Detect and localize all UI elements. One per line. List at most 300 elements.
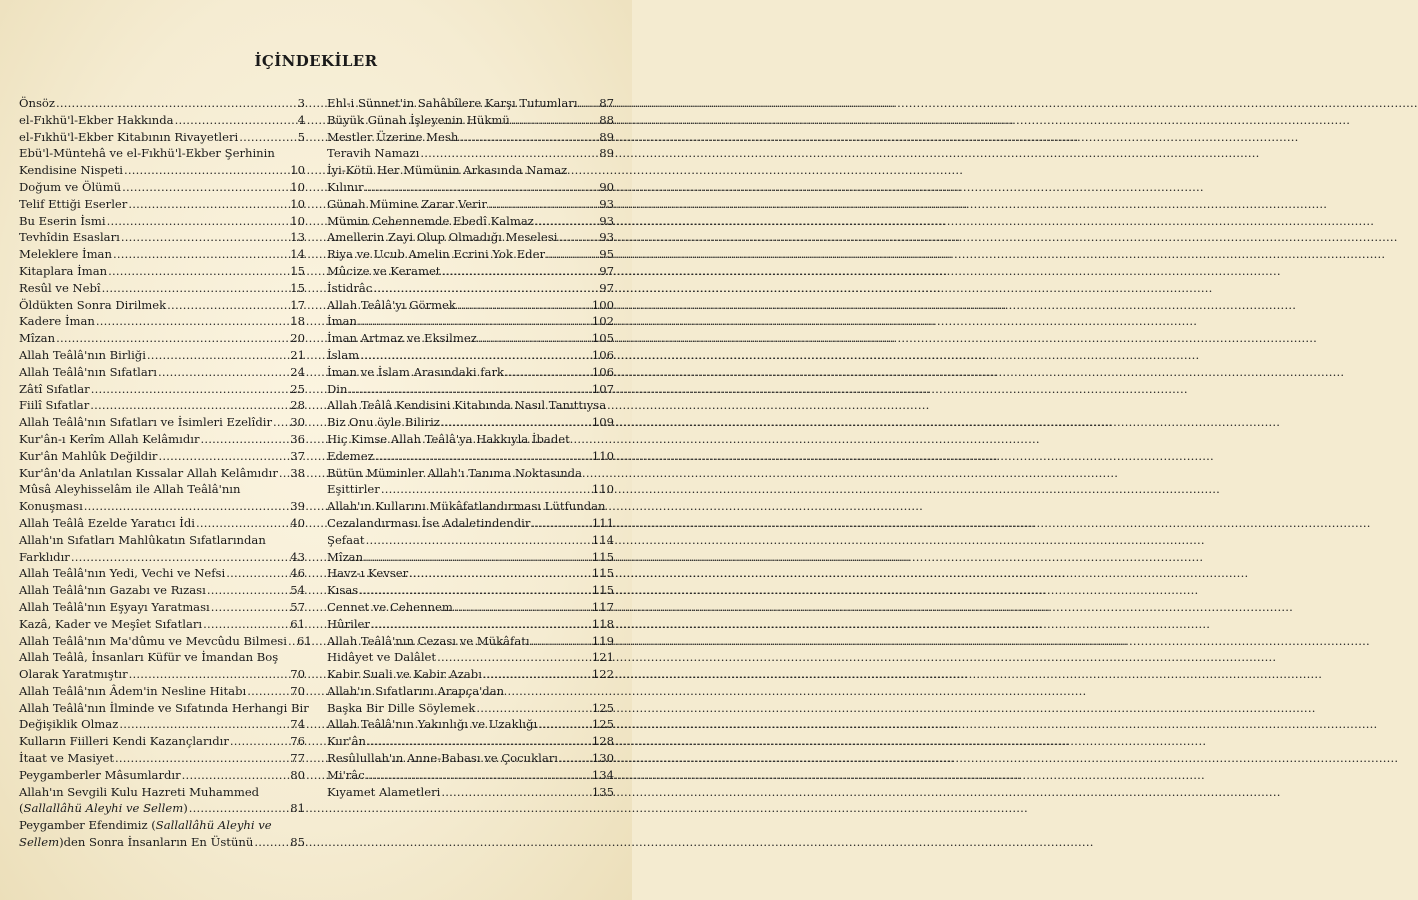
toc-page-number: 105 bbox=[591, 331, 614, 346]
toc-entry-title: Allah Teâlâ'nın Âdem'in Nesline Hitabı bbox=[19, 683, 247, 698]
toc-entry-title: Allah'ın Sevgili Kulu Hazreti Muhammed bbox=[19, 784, 260, 799]
toc-entry-line bbox=[19, 817, 305, 834]
toc-entry[interactable] bbox=[19, 246, 305, 263]
toc-entry[interactable] bbox=[19, 716, 305, 733]
toc-entry[interactable] bbox=[327, 246, 614, 263]
toc-entry[interactable] bbox=[19, 263, 305, 280]
toc-entry-title: Farklıdır bbox=[19, 549, 70, 564]
toc-entry[interactable] bbox=[19, 465, 305, 482]
toc-entry-title: Mi'râc bbox=[327, 767, 365, 782]
toc-entry-title: Başka Bir Dille Söylemek bbox=[327, 700, 476, 715]
toc-entry-title-wrap bbox=[327, 263, 440, 280]
toc-entry-title-wrap bbox=[19, 666, 128, 683]
toc-page-number: 110 bbox=[591, 448, 614, 463]
dot-leaders bbox=[71, 549, 289, 566]
dot-leaders bbox=[158, 448, 289, 465]
toc-column-left bbox=[19, 95, 312, 851]
toc-entry-title-wrap bbox=[327, 330, 477, 347]
toc-entry-title-wrap bbox=[327, 280, 372, 297]
toc-entry-title-wrap bbox=[19, 397, 89, 414]
toc-page-number: 10 bbox=[290, 196, 305, 211]
toc-entry-title-wrap bbox=[327, 633, 530, 650]
dot-leaders bbox=[360, 347, 591, 364]
dot-leaders bbox=[367, 733, 591, 750]
toc-entry[interactable] bbox=[19, 733, 305, 750]
dot-leaders bbox=[273, 414, 289, 431]
toc-entry-title: Kur'ân Mahlûk Değildir bbox=[19, 448, 158, 463]
toc-entry[interactable] bbox=[327, 767, 614, 784]
dot-leaders bbox=[239, 129, 296, 146]
dot-leaders bbox=[107, 213, 290, 230]
toc-entry[interactable] bbox=[327, 347, 614, 364]
toc-entry[interactable] bbox=[19, 280, 305, 297]
toc-page-number: 93 bbox=[599, 213, 614, 228]
toc-entry-line bbox=[327, 431, 614, 448]
dot-leaders bbox=[279, 465, 289, 482]
toc-entry[interactable] bbox=[19, 800, 305, 817]
toc-entry-title-wrap bbox=[327, 364, 504, 381]
toc-entry[interactable] bbox=[19, 549, 305, 566]
toc-entry-title-wrap bbox=[327, 196, 487, 213]
toc-entry-title: Allah Teâlâ, İnsanları Küfür ve İmandan Boş bbox=[19, 650, 279, 665]
toc-entry[interactable] bbox=[327, 179, 614, 196]
toc-entry[interactable] bbox=[327, 532, 614, 549]
toc-entry-title-wrap bbox=[327, 700, 475, 717]
toc-page-number: 10 bbox=[290, 179, 305, 194]
toc-entry-title-wrap bbox=[327, 213, 534, 230]
toc-entry[interactable] bbox=[19, 162, 305, 179]
toc-entry-title: Allah'ın Sıfatları Mahlûkatın Sıfatlarından bbox=[19, 532, 266, 547]
toc-entry-title: Allah'ın Kullarını Mükâfatlandırması Lütfundan bbox=[327, 499, 606, 514]
toc-page-number: 4 bbox=[297, 112, 305, 127]
toc-entry[interactable] bbox=[19, 767, 305, 784]
toc-entry[interactable] bbox=[327, 297, 614, 314]
toc-entry-line bbox=[327, 683, 614, 700]
toc-entry[interactable] bbox=[327, 700, 614, 717]
toc-page-number: 111 bbox=[591, 515, 614, 530]
toc-page-number: 125 bbox=[591, 717, 614, 732]
toc-entry-title-wrap bbox=[19, 800, 188, 817]
toc-page-number: 61 bbox=[296, 633, 312, 648]
toc-entry[interactable] bbox=[327, 784, 614, 801]
dot-leaders bbox=[441, 784, 591, 801]
toc-entry-title: İman Artmaz ve Eksilmez bbox=[327, 331, 477, 346]
toc-entry[interactable] bbox=[327, 364, 614, 381]
toc-entry-title: Mümin Cehennemde Ebedî Kalmaz bbox=[327, 213, 534, 228]
toc-entry-title-wrap bbox=[327, 145, 419, 162]
toc-entry[interactable] bbox=[19, 414, 305, 431]
toc-entry-line bbox=[19, 784, 305, 801]
toc-entry-title: İman bbox=[327, 314, 357, 329]
dot-leaders bbox=[56, 95, 297, 112]
toc-entry[interactable] bbox=[19, 364, 305, 381]
toc-entry-title: Değişiklik Olmaz bbox=[19, 717, 119, 732]
dot-leaders bbox=[254, 834, 289, 851]
toc-page-number: 119 bbox=[591, 633, 614, 648]
toc-entry[interactable] bbox=[19, 683, 305, 700]
dot-leaders bbox=[115, 750, 289, 767]
toc-page-number: 61 bbox=[290, 616, 305, 631]
toc-page-number: 128 bbox=[591, 734, 614, 749]
toc-page-number: 115 bbox=[591, 549, 614, 564]
toc-entry-title: Havz-ı Kevser bbox=[327, 566, 409, 581]
toc-page-number: 28 bbox=[290, 398, 305, 413]
dot-leaders bbox=[371, 616, 591, 633]
toc-entry[interactable] bbox=[19, 112, 305, 129]
toc-entry[interactable] bbox=[327, 666, 614, 683]
toc-entry-title: Eşittirler bbox=[327, 482, 380, 497]
toc-entry[interactable] bbox=[327, 599, 614, 616]
dot-leaders bbox=[247, 683, 289, 700]
toc-entry-title: Cennet ve Cehennem bbox=[327, 599, 453, 614]
toc-entry-title: Mîzan bbox=[19, 331, 56, 346]
toc-entry-title: Olarak Yaratmıştır bbox=[19, 667, 128, 682]
toc-entry-line bbox=[327, 162, 614, 179]
toc-entry-title-wrap bbox=[19, 716, 118, 733]
toc-entry-title-wrap bbox=[327, 767, 365, 784]
toc-entry-title: Teravih Namazı bbox=[327, 146, 420, 161]
toc-entry[interactable] bbox=[19, 750, 305, 767]
toc-entry-title: Kulların Fiilleri Kendi Kazançlarıdır bbox=[19, 734, 229, 749]
toc-entry-title: Allah Teâlâ'nın Birliği bbox=[19, 347, 146, 362]
dot-leaders bbox=[230, 733, 289, 750]
dot-leaders bbox=[505, 364, 591, 381]
toc-page-number: 109 bbox=[591, 415, 614, 430]
toc-entry[interactable] bbox=[327, 515, 614, 532]
dot-leaders bbox=[535, 213, 598, 230]
toc-page-number: 70 bbox=[290, 683, 305, 698]
toc-page-number: 106 bbox=[591, 347, 614, 362]
toc-entry[interactable] bbox=[327, 313, 614, 330]
toc-entry-title-wrap bbox=[327, 414, 440, 431]
toc-entry-line bbox=[327, 498, 614, 515]
toc-page-number: 95 bbox=[599, 247, 614, 262]
toc-entry-title-wrap bbox=[327, 532, 365, 549]
toc-page-number: 43 bbox=[290, 549, 305, 564]
toc-entry-title: Zâtî Sıfatlar bbox=[19, 381, 90, 396]
dot-leaders bbox=[364, 549, 591, 566]
toc-entry-title: ) bbox=[183, 801, 188, 816]
toc-entry[interactable] bbox=[327, 263, 614, 280]
toc-page-number: 10 bbox=[290, 163, 305, 178]
toc-page-number: 80 bbox=[290, 767, 305, 782]
toc-page-number: 20 bbox=[290, 331, 305, 346]
toc-entry-title-wrap bbox=[327, 313, 357, 330]
toc-entry-title-wrap bbox=[327, 515, 530, 532]
toc-entry-title: Ehl-i Sünnet'in Sahâbîlere Karşı Tutumları bbox=[327, 96, 578, 110]
dot-leaders bbox=[366, 767, 591, 784]
toc-entry-title: Allah Teâlâ Ezelde Yaratıcı İdi bbox=[19, 515, 195, 530]
toc-entry-title-wrap bbox=[19, 179, 121, 196]
toc-entry-title: Cezalandırması İse Adaletindendir bbox=[327, 515, 531, 530]
toc-entry-title: ( bbox=[19, 801, 24, 816]
toc-page-number: 37 bbox=[290, 448, 305, 463]
toc-entry[interactable] bbox=[327, 196, 614, 213]
dot-leaders bbox=[348, 381, 590, 398]
toc-entry[interactable] bbox=[19, 297, 305, 314]
toc-entry-title: Allah Teâlâ'nın Gazabı ve Rızası bbox=[19, 583, 206, 598]
dot-leaders bbox=[365, 179, 599, 196]
toc-entry[interactable] bbox=[19, 515, 305, 532]
toc-entry-title-wrap bbox=[327, 750, 558, 767]
toc-entry[interactable] bbox=[327, 649, 614, 666]
toc-entry[interactable] bbox=[19, 666, 305, 683]
toc-page-number: 70 bbox=[290, 667, 305, 682]
toc-entry-title-wrap bbox=[327, 616, 370, 633]
dot-leaders bbox=[488, 196, 598, 213]
toc-entry-title: Hidâyet ve Dalâlet bbox=[327, 650, 437, 665]
dot-leaders bbox=[121, 229, 289, 246]
toc-page-number: 10 bbox=[290, 213, 305, 228]
dot-leaders bbox=[420, 145, 598, 162]
toc-page-number: 21 bbox=[290, 347, 305, 362]
dot-leaders bbox=[56, 330, 289, 347]
toc-entry-title: İtaat ve Masiyet bbox=[19, 751, 115, 766]
toc-entry-title-wrap bbox=[327, 297, 456, 314]
toc-entry-title: Fiilî Sıfatlar bbox=[19, 398, 90, 413]
dot-leaders bbox=[201, 431, 290, 448]
dot-leaders bbox=[124, 162, 289, 179]
dot-leaders bbox=[207, 582, 289, 599]
toc-entry[interactable] bbox=[327, 330, 614, 347]
toc-entry-title-wrap bbox=[19, 465, 278, 482]
toc-page-number: 13 bbox=[290, 230, 305, 245]
dot-leaders bbox=[559, 750, 591, 767]
toc-entry[interactable] bbox=[19, 95, 305, 112]
toc-entry-title-wrap bbox=[19, 767, 181, 784]
toc-entry-title-wrap bbox=[327, 716, 537, 733]
toc-page-number: 106 bbox=[591, 364, 614, 379]
toc-entry-title: İstidrâc bbox=[327, 280, 373, 295]
toc-entry[interactable] bbox=[327, 213, 614, 230]
toc-page-number: 46 bbox=[290, 566, 305, 581]
dot-leaders bbox=[108, 263, 289, 280]
toc-page-number: 118 bbox=[591, 616, 614, 631]
toc-entry-title: Kur'ân-ı Kerîm Allah Kelâmıdır bbox=[19, 431, 200, 446]
toc-entry[interactable] bbox=[19, 633, 312, 650]
toc-entry[interactable] bbox=[327, 616, 614, 633]
toc-entry-title: Amellerin Zayi Olup Olmadığı Meselesi bbox=[327, 230, 558, 245]
toc-entry-title-wrap bbox=[19, 297, 166, 314]
toc-page-number: 97 bbox=[599, 263, 614, 278]
toc-entry-title-wrap bbox=[19, 633, 287, 650]
toc-entry[interactable] bbox=[19, 565, 305, 582]
toc-entry[interactable] bbox=[327, 448, 614, 465]
toc-entry-title: İman ve İslam Arasındaki fark bbox=[327, 364, 505, 379]
toc-entry-title-wrap bbox=[19, 750, 114, 767]
toc-page bbox=[0, 0, 632, 900]
toc-entry-title-wrap bbox=[327, 381, 347, 398]
toc-entry-title-wrap bbox=[327, 179, 364, 196]
toc-entry[interactable] bbox=[19, 616, 305, 633]
toc-page-number: 40 bbox=[290, 515, 305, 530]
toc-entry-title: Kadere İman bbox=[19, 314, 95, 329]
toc-entry[interactable] bbox=[327, 481, 614, 498]
toc-entry-title: Kur'ân bbox=[327, 734, 366, 749]
toc-entry-title: Biz Onu öyle Biliriz bbox=[327, 415, 440, 430]
dot-leaders bbox=[409, 565, 591, 582]
toc-entry[interactable] bbox=[19, 330, 305, 347]
toc-page-number: 110 bbox=[591, 482, 614, 497]
toc-entry-title-wrap bbox=[327, 599, 453, 616]
dot-leaders bbox=[483, 666, 591, 683]
toc-page-number: 77 bbox=[290, 751, 305, 766]
toc-entry-title: Kur'ân'da Anlatılan Kıssalar Allah Kelâmıdır bbox=[19, 465, 278, 480]
toc-entry-title: Mestler Üzerine Mesh bbox=[327, 129, 459, 144]
toc-entry-title-wrap bbox=[19, 129, 238, 146]
toc-entry[interactable] bbox=[327, 414, 614, 431]
dot-leaders bbox=[119, 716, 289, 733]
toc-page-number: 17 bbox=[290, 297, 305, 312]
dot-leaders bbox=[359, 582, 591, 599]
toc-page-number: 36 bbox=[290, 431, 305, 446]
toc-entry-title-wrap bbox=[19, 381, 90, 398]
toc-entry-title-wrap bbox=[327, 481, 380, 498]
dot-leaders bbox=[459, 129, 598, 146]
toc-entry[interactable] bbox=[19, 381, 305, 398]
toc-page-number: 15 bbox=[290, 280, 305, 295]
toc-entry[interactable] bbox=[19, 582, 305, 599]
toc-entry-title: İyi-Kötü Her Mümünin Arkasında Namaz bbox=[327, 163, 568, 178]
toc-entry[interactable] bbox=[327, 229, 614, 246]
toc-page-number: 74 bbox=[290, 717, 305, 732]
toc-page-number: 18 bbox=[290, 314, 305, 329]
toc-entry-title-wrap bbox=[19, 683, 246, 700]
toc-page-number: 93 bbox=[599, 196, 614, 211]
toc-page-number: 85 bbox=[290, 835, 305, 850]
toc-entry-title: Allah Teâlâ'nın Sıfatları bbox=[19, 364, 157, 379]
toc-entry-title: Bütün Müminler Allah'ı Tanıma Noktasında bbox=[327, 465, 583, 480]
toc-entry[interactable] bbox=[19, 196, 305, 213]
toc-entry-title-wrap bbox=[327, 246, 545, 263]
toc-entry[interactable] bbox=[19, 179, 305, 196]
toc-page-number: 117 bbox=[591, 599, 614, 614]
dot-leaders bbox=[476, 700, 591, 717]
dot-leaders bbox=[91, 381, 290, 398]
toc-entry-title: Peygamberler Mâsumlardır bbox=[19, 767, 181, 782]
toc-entry[interactable] bbox=[19, 498, 305, 515]
toc-entry-title-wrap bbox=[19, 313, 95, 330]
toc-page-number: 39 bbox=[290, 499, 305, 514]
toc-page-number: 5 bbox=[297, 129, 305, 144]
dot-leaders bbox=[441, 414, 591, 431]
toc-entry[interactable] bbox=[327, 381, 614, 398]
toc-entry[interactable] bbox=[19, 834, 305, 851]
toc-page-number: 54 bbox=[290, 583, 305, 598]
toc-entry-title-wrap bbox=[19, 112, 174, 129]
toc-page-number: 30 bbox=[290, 415, 305, 430]
toc-entry[interactable] bbox=[327, 716, 614, 733]
toc-page-number: 97 bbox=[599, 280, 614, 295]
toc-entry-title: Resûlullah'ın Anne-Babası ve Çocukları bbox=[327, 751, 559, 766]
toc-entry-title-wrap bbox=[19, 599, 210, 616]
toc-entry[interactable] bbox=[327, 95, 614, 112]
toc-page-number: 115 bbox=[591, 583, 614, 598]
toc-entry[interactable] bbox=[19, 129, 305, 146]
toc-entry-title-wrap bbox=[327, 448, 374, 465]
dot-leaders bbox=[366, 532, 591, 549]
toc-entry-title-wrap bbox=[19, 229, 120, 246]
toc-page-number: 14 bbox=[290, 247, 305, 262]
toc-entry-title-wrap bbox=[19, 498, 83, 515]
toc-entry[interactable] bbox=[19, 431, 305, 448]
toc-entry-title: Kitaplara İman bbox=[19, 263, 108, 278]
dot-leaders bbox=[129, 666, 290, 683]
toc-entry[interactable] bbox=[327, 633, 614, 650]
toc-entry-title: Allah Teâlâ'nın Sıfatları ve İsimleri Ezelîdir bbox=[19, 415, 273, 430]
toc-entry-title-wrap bbox=[19, 549, 70, 566]
toc-column-right bbox=[327, 95, 614, 800]
toc-entry-title: Öldükten Sonra Dirilmek bbox=[19, 297, 167, 312]
toc-entry-title-wrap bbox=[19, 565, 225, 582]
toc-entry-title-wrap bbox=[327, 129, 458, 146]
toc-entry-title-wrap bbox=[19, 834, 253, 851]
toc-entry[interactable] bbox=[19, 213, 305, 230]
toc-entry-title-wrap bbox=[19, 414, 272, 431]
dot-leaders bbox=[381, 481, 591, 498]
toc-entry-title-wrap bbox=[19, 213, 106, 230]
toc-page-number: 115 bbox=[591, 566, 614, 581]
toc-entry[interactable] bbox=[327, 549, 614, 566]
toc-entry[interactable] bbox=[327, 733, 614, 750]
toc-entry[interactable] bbox=[19, 229, 305, 246]
dot-leaders bbox=[96, 313, 289, 330]
toc-entry-line bbox=[19, 145, 305, 162]
toc-entry-title: Allah Teâlâ'nın Yakınlığı ve Uzaklığı bbox=[327, 717, 538, 732]
toc-entry-title: )den Sonra İnsanların En Üstünü bbox=[59, 835, 254, 850]
toc-entry-line bbox=[327, 397, 614, 414]
toc-entry[interactable] bbox=[19, 313, 305, 330]
toc-entry-title: Şefaat bbox=[327, 532, 365, 547]
dot-leaders bbox=[211, 599, 289, 616]
toc-entry[interactable] bbox=[19, 599, 305, 616]
dot-leaders bbox=[373, 280, 598, 297]
toc-entry[interactable] bbox=[327, 280, 614, 297]
toc-entry[interactable] bbox=[327, 112, 614, 129]
toc-page-number: 25 bbox=[290, 381, 305, 396]
toc-entry[interactable] bbox=[327, 582, 614, 599]
toc-entry-title-wrap bbox=[19, 582, 206, 599]
toc-entry-title-wrap bbox=[19, 515, 195, 532]
dot-leaders bbox=[113, 246, 289, 263]
dot-leaders bbox=[158, 364, 289, 381]
toc-entry-title: Bu Eserin İsmi bbox=[19, 213, 106, 228]
toc-page-number: 89 bbox=[599, 146, 614, 161]
toc-entry[interactable] bbox=[19, 397, 305, 414]
toc-entry-title: Önsöz bbox=[19, 96, 56, 110]
dot-leaders bbox=[546, 246, 598, 263]
toc-page-number: 93 bbox=[599, 230, 614, 245]
toc-entry[interactable] bbox=[19, 448, 305, 465]
toc-entry[interactable] bbox=[327, 750, 614, 767]
toc-entry-title-wrap bbox=[19, 347, 146, 364]
toc-entry[interactable] bbox=[327, 129, 614, 146]
dot-leaders bbox=[182, 767, 290, 784]
toc-entry-title-italic: Sallallâhü Aleyhi ve Sellem bbox=[23, 801, 184, 816]
toc-entry-title-wrap bbox=[19, 330, 55, 347]
toc-page-number: 88 bbox=[599, 112, 614, 127]
dot-leaders bbox=[558, 229, 598, 246]
toc-entry-title: Edemez bbox=[327, 448, 374, 463]
toc-entry[interactable] bbox=[19, 347, 305, 364]
toc-entry-title-wrap bbox=[327, 565, 408, 582]
dot-leaders bbox=[226, 565, 289, 582]
dot-leaders bbox=[90, 397, 289, 414]
toc-entry[interactable] bbox=[327, 565, 614, 582]
toc-entry[interactable] bbox=[327, 145, 614, 162]
toc-entry-title: Allah Teâlâ'nın İlminde ve Sıfatında Herhangi Bir bbox=[19, 700, 309, 715]
toc-entry-title-wrap bbox=[19, 364, 157, 381]
